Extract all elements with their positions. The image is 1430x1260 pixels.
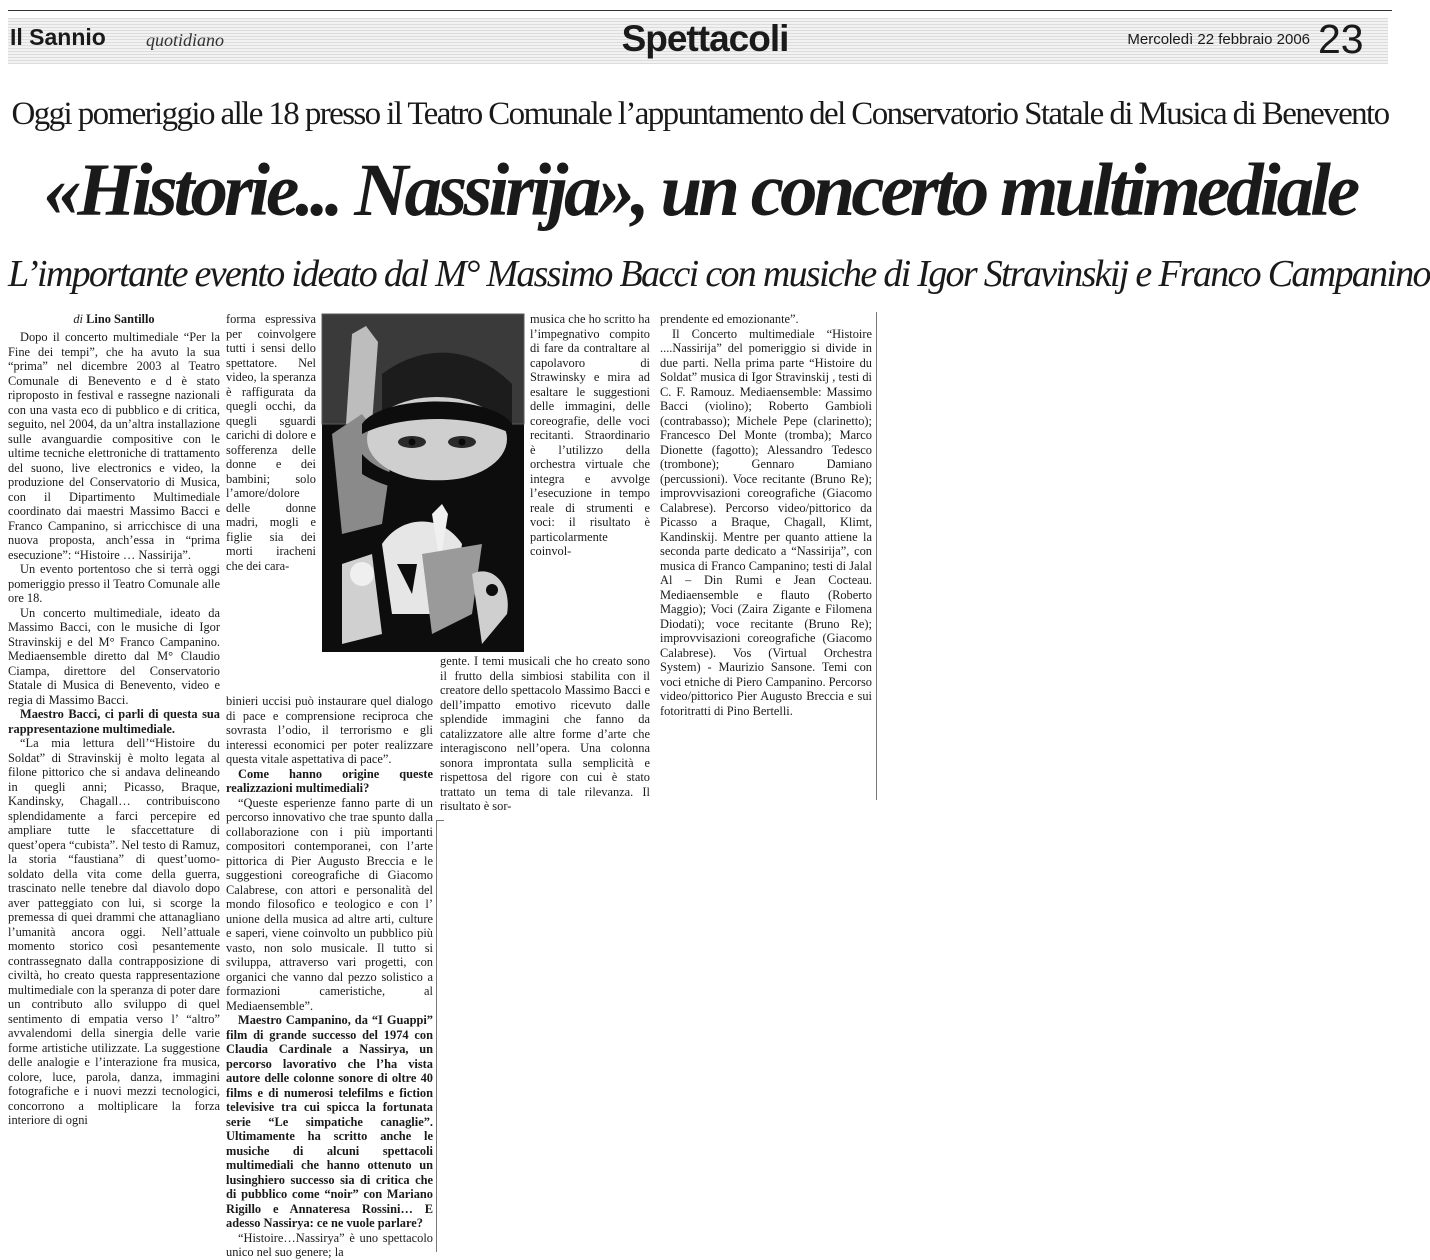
paragraph: “La mia lettura dell’“Histoire du Soldat” di Stravinskij è molto legata al filone pittorico che si andava delineando in quegli anni; Picasso, Braque, Kandinsky, Chagall… contribuiscono splendidamente a farci percepire ed ampliare tutte le sfaccettature di quest’opera “cubista”. Nel testo di Ramuz, la storia “faustiana” di quest’uomo-soldato della vita come della guerra, trascinato nelle tenebre dal diavolo dopo aver patteggiato con lui, si scorge la premessa di quei drammi che attanagliano l’umanità ancora oggi. Nell’attuale momento storico così pesantemente contrassegnato dalla contrapposizione di civiltà, ho creato questa rappresentazione multimediale con la speranza di poter dare un contributo allo sviluppo di quel sentimento di empatia verso l’ “altro” avvalendomi della sinergia delle varie forme artistiche utilizzate. La suggestione delle analogie e l’interazione fra musica, colore, luce, parola, danza, immagini fotografiche e i nuovi mezzi tecnologici, concorrono a moltiplicare la forza interiore di ogni <box>8 736 220 1127</box>
article-headline: «Historie... Nassirija», un concerto multimediale <box>43 149 1357 232</box>
issue-date: Mercoledì 22 febbraio 2006 <box>1127 31 1310 48</box>
article-kicker: Oggi pomeriggio alle 18 presso il Teatro Comunale l’appuntamento del Conservatorio Statale di Musica di Benevento <box>11 96 1389 132</box>
byline <box>8 312 220 327</box>
article-photo <box>322 314 524 652</box>
paragraph: gente. I temi musicali che ho creato sono il frutto della simbiosi stabilita con il creatore dello spettacolo Massimo Bacci e dell’impatto emotivo ricevuto dalle splendide immagini che fanno da catalizzatore alle altre forme d’arte che interagiscono nell’opera. Una colonna sonora improntata sulla semplicità e rispettosa del rigore con cui è stato trattato un tema di tale rilevanza. Il risultato è sor- <box>440 654 650 813</box>
column-1 <box>8 330 220 1248</box>
article-subhead: L’importante evento ideato dal M° Massimo Bacci con musiche di Igor Stravinskij e Franco Campanino <box>8 253 1430 295</box>
photo-artwork <box>322 314 524 652</box>
column-rule <box>876 312 877 800</box>
newspaper-tagline: quotidiano <box>146 30 225 50</box>
byline-prefix: di <box>73 312 83 326</box>
paragraph: “Histoire…Nassirya” è uno spettacolo unico nel suo genere; la <box>226 1230 433 1259</box>
column-rule <box>436 820 444 821</box>
section-title: Spettacoli <box>621 18 789 59</box>
paragraph: Un evento portentoso che si terrà oggi pomeriggio presso il Teatro Comunale alle ore 18. <box>8 562 220 605</box>
interview-question: Maestro Campanino, da “I Guappi” film di grande successo del 1974 con Claudia Cardinale a Nassirya, un percorso lavorativo che l’ha vista autore delle colonne sonore di oltre 40 films e di numerosi telefilms e fiction televisive tra cui spicca la fortunata serie “Le simpatiche canaglie”. Ultimamente ha scritto anche le musiche di alcuni spettacoli multimediali che hanno ottenuto un lusinghiero successo sia di critica che di pubblico come “noir” con Mariano Rigillo e Annateresa Rossini… E adesso Nassirya: ce ne vuole parlare? <box>226 1013 433 1230</box>
paragraph: prendente ed emozionante”. <box>660 312 799 326</box>
top-rule <box>8 10 1392 11</box>
column-2-top <box>226 312 316 700</box>
interview-question: Maestro Bacci, ci parli di questa sua rappresentazione multimediale. <box>8 707 220 736</box>
paragraph: Dopo il concerto multimediale “Per la Fine dei tempi”, che ha avuto la sua “prima” nel dicembre 2003 al Teatro Comunale di Benevento e d è stato riproposto in festival e rassegne nazionali con una vasta eco di pubblico e di critica, seguito, nel 2004, da un’altra installazione sulle avanguardie compositive con le ultime tecniche elettroniche di trattamento del suono, live electronics e video, la produzione del Conservatorio di Musica, con il Dipartimento Multimediale coordinato dai maestri Massimo Bacci e Franco Campanino, si arricchisce di una nuova proposta, anch’essa in “prima esecuzione”: “Histoire … Nassirija”. <box>8 330 220 562</box>
column-3-top <box>530 312 650 667</box>
paragraph: Un concerto multimediale, ideato da Massimo Bacci, con le musiche di Igor Stravinskij e del M° Franco Campanino. Mediaensemble diretto dal M° Claudio Ciampa, direttore del Conservatorio Statale di Musica di Benevento, video e regia di Massimo Bacci. <box>8 605 220 707</box>
column-4 <box>660 312 872 797</box>
column-2-bottom <box>226 694 433 1259</box>
paragraph: forma espressiva per coinvolgere tutti i sensi dello spettatore. Nel video, la speranza è raffigurata da quegli occhi, da quegli sguardi carichi di dolore e sofferenza delle donne e dei bambini; solo l’amore/dolore delle donne madri, mogli e figlie sia dei morti iracheni che dei cara- <box>226 312 316 573</box>
paragraph: Il Concerto multimediale “Histoire ....Nassirija” del pomeriggio si divide in due parti. Nella prima parte “Histoire du Soldat” musica di Igor Stravinskij , testi di C. F. Ramouz. Mediaensemble: Massimo Bacci (violino); Roberto Gambioli (contrabasso); Michele Pepe (clarinetto); Francesco Del Monte (tromba); Marco Dionette (fagotto); Alessandro Tedesco (trombone); Gennaro Damiano (percussioni). Voce recitante (Bruno Re); improvvisazioni coreografiche (Giacomo Calabrese). Percorso video/pittorico da Picasso a Braque, Chagall, Klimt, Kandinskij. Mentre per quanto attiene la seconda parte dedicato a “Nassirija”, con musica di Franco Campanino; testi di Jalal Al – Din Rumi e Jean Cocteau. Mediaensemble e flauto (Roberto Maggio); Voci (Zaira Zigante e Filomena Diodati); voce recitante (Bruno Re); improvvisazioni coreografiche (Giacomo Calabrese). Vos (Virtual Orchestra System) - Maurizio Sansone. Temi con voci etniche di Piero Campanino. Percorso video/pittorico Pier Augusto Breccia e sui fotoritratti di Pino Bertelli. <box>660 326 872 718</box>
paragraph: musica che ho scritto ha l’impegnativo compito di fare da contraltare al capolavoro di Strawinsky e mira ad esaltare le suggestioni delle immagini, delle coreografie, delle voci recitanti. Straordinario è l’utilizzo della orchestra virtuale che integra e avvolge l’esecuzione in tempo reale di strumenti e voci: il risultato è particolarmente coinvol- <box>530 312 650 558</box>
paragraph: binieri uccisi può instaurare quel dialogo di pace e comprensione reciproca che sovrasta l’odio, il terrorismo e gli interessi economici per poter realizzare questa vitale aspettativa di pace”. <box>226 694 433 766</box>
newspaper-name: Il Sannio <box>10 24 106 50</box>
column-3-bottom <box>440 654 650 840</box>
interview-question: Come hanno origine queste realizzazioni multimediali? <box>226 766 433 795</box>
paragraph: “Queste esperienze fanno parte di un percorso innovativo che trae spunto dalla collaborazione con i più importanti compositori contemporanei, con l’arte pittorica di Pier Augusto Breccia e le suggestioni coreografiche di Giacomo Calabrese, con attori e personalità del mondo filosofico e teologico e con l’ unione della musica ad altre arti, culture e saperi, viene coinvolto un pubblico più vasto, non solo musicale. Il tutto si sviluppa, attraverso vari progetti, con organici che vanno dal pezzo solistico a formazioni cameristiche, al Mediaensemble”. <box>226 795 433 1013</box>
page-number: 23 <box>1318 16 1364 62</box>
byline-author: Lino Santillo <box>86 312 155 326</box>
column-rule <box>436 820 437 1252</box>
